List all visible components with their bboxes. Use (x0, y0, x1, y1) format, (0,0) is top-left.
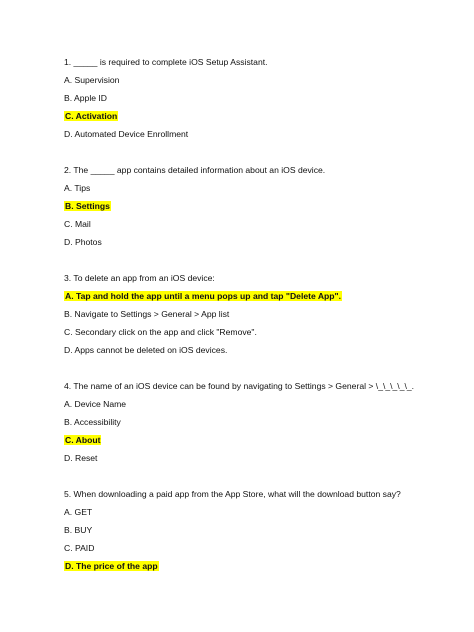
question-4-option-b: B. Accessibility (64, 417, 121, 427)
question-1-option-b: B. Apple ID (64, 93, 107, 103)
question-4-prompt: 4. The name of an iOS device can be found by navigating to Settings > General > \_\_\_\_\_. (64, 381, 415, 391)
question-1-option-a: A. Supervision (64, 75, 120, 85)
question-3-prompt: 3. To delete an app from an iOS device: (64, 273, 215, 283)
question-4-option-a: A. Device Name (64, 399, 127, 409)
question-5-prompt: 5. When downloading a paid app from the App Store, what will the download button say? (64, 489, 401, 499)
question-1-prompt: 1. _____ is required to complete iOS Setup Assistant. (64, 57, 268, 67)
question-1-option-c (64, 111, 118, 122)
question-2-option-a: A. Tips (64, 183, 91, 193)
question-4-option-d: D. Reset (64, 453, 98, 463)
answer-highlight: D. The price of the app (65, 561, 158, 571)
question-1-option-d: D. Automated Device Enrollment (64, 129, 189, 139)
question-3-option-c: C. Secondary click on the app and click "Remove". (64, 327, 257, 337)
question-2-option-b (64, 201, 111, 212)
question-3-option-d: D. Apps cannot be deleted on iOS devices. (64, 345, 228, 355)
answer-highlight: B. Settings (65, 201, 110, 211)
question-3-option-a (64, 291, 342, 302)
answer-highlight: C. Activation (65, 111, 118, 121)
question-4-option-c (64, 435, 101, 446)
question-5-option-d (64, 561, 159, 572)
question-2-option-d: D. Photos (64, 237, 102, 247)
question-3-option-b: B. Navigate to Settings > General > App list (64, 309, 230, 319)
answer-highlight: C. About (65, 435, 101, 445)
question-5-option-c: C. PAID (64, 543, 95, 553)
answer-highlight: A. Tap and hold the app until a menu pops up and tap "Delete App". (65, 291, 341, 301)
question-2-prompt: 2. The _____ app contains detailed information about an iOS device. (64, 165, 326, 175)
question-2-option-c: C. Mail (64, 219, 91, 229)
question-5-option-b: B. BUY (64, 525, 93, 535)
question-5-option-a: A. GET (64, 507, 93, 517)
